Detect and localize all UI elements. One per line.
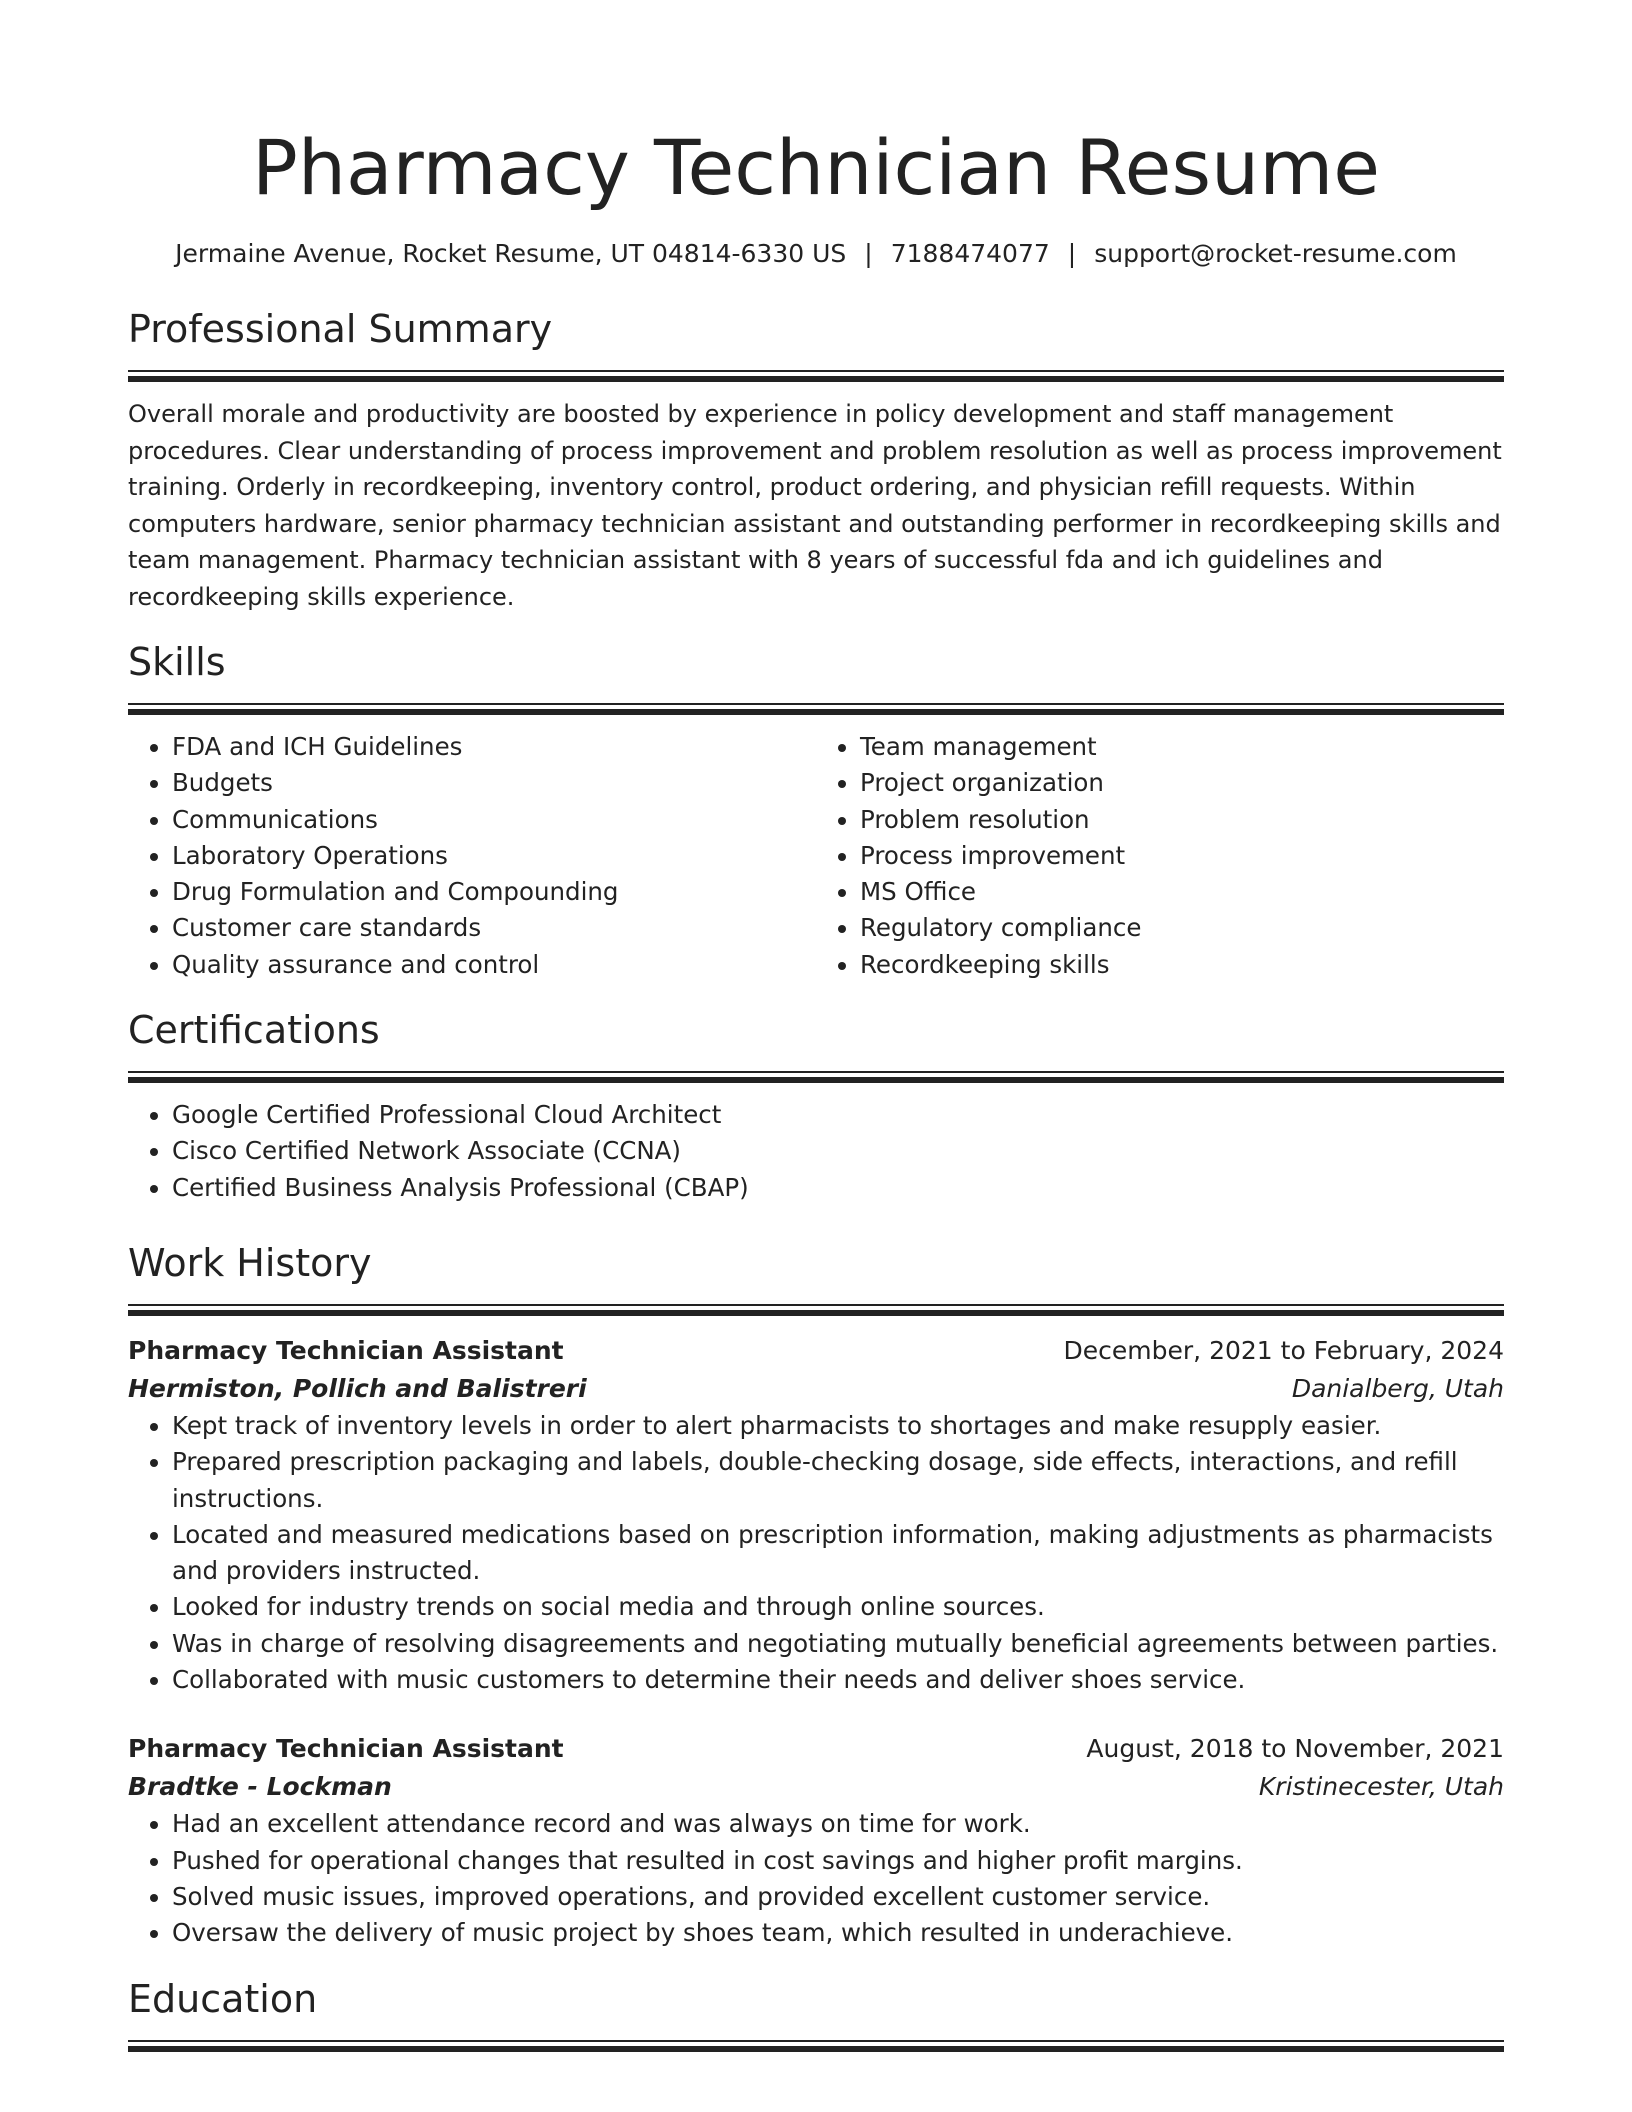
job-location: Danialberg, Utah <box>1291 1373 1504 1403</box>
certifications-section <box>128 1005 1504 1206</box>
skill-item: • Recordkeeping skills <box>860 947 1504 983</box>
job-header <box>128 1332 1504 1370</box>
job-bullet: • Had an excellent attendance record and was always on time for work. <box>172 1806 1504 1842</box>
skill-item: • Laboratory Operations <box>172 838 816 874</box>
skill-item: • Project organization <box>860 765 1504 801</box>
job-company: Bradtke - Lockman <box>128 1772 392 1802</box>
skills-list-left <box>128 729 816 983</box>
skill-item: • Quality assurance and control <box>172 947 816 983</box>
contact-separator: | <box>1067 239 1077 268</box>
job-bullet: • Pushed for operational changes that resulted in cost savings and higher profit margins. <box>172 1843 1504 1879</box>
job-bullet: • Looked for industry trends on social media and through online sources. <box>172 1589 1504 1625</box>
job-bullet: • Prepared prescription packaging and labels, double-checking dosage, side effects, interactions, and refill instructions. <box>172 1444 1504 1517</box>
resume-title: Pharmacy Technician Resume <box>251 123 1380 212</box>
job-bullet: • Located and measured medications based on prescription information, making adjustments as pharmacists and providers instructed. <box>172 1517 1504 1590</box>
skills-list-right <box>816 729 1504 983</box>
section-title-education: Education <box>128 1976 318 2021</box>
job-dates: December, 2021 to February, 2024 <box>1063 1335 1504 1365</box>
job-bullet: • Collaborated with music customers to determine their needs and deliver shoes service. <box>172 1662 1504 1698</box>
skills-column-left <box>128 729 816 983</box>
skill-item: • Communications <box>172 802 816 838</box>
certification-item: • Certified Business Analysis Professional (CBAP) <box>172 1170 1504 1206</box>
skill-item: • Drug Formulation and Compounding <box>172 874 816 910</box>
job-entry <box>128 1730 1504 1951</box>
work-history-section <box>128 1238 1504 1952</box>
skill-item: • Customer care standards <box>172 910 816 946</box>
job-title: Pharmacy Technician Assistant <box>128 1734 564 1764</box>
skills-section <box>128 637 1504 983</box>
job-dates: August, 2018 to November, 2021 <box>1086 1734 1504 1764</box>
job-subheader <box>128 1768 1504 1806</box>
skill-item: • Regulatory compliance <box>860 910 1504 946</box>
skill-item: • FDA and ICH Guidelines <box>172 729 816 765</box>
job-bullet: • Was in charge of resolving disagreements and negotiating mutually beneficial agreements between parties. <box>172 1626 1504 1662</box>
education-section <box>128 1974 1504 2052</box>
section-divider <box>128 703 1504 715</box>
contact-address: Jermaine Avenue, Rocket Resume, UT 04814-6330 US <box>175 239 847 268</box>
section-title-work-history: Work History <box>128 1240 372 1285</box>
certifications-list <box>128 1097 1504 1206</box>
skill-item: • Problem resolution <box>860 802 1504 838</box>
job-bullets <box>128 1408 1504 1698</box>
job-location: Kristinecester, Utah <box>1258 1772 1504 1802</box>
skills-grid <box>128 729 1504 983</box>
job-company: Hermiston, Pollich and Balistreri <box>128 1373 587 1403</box>
contact-email: support@rocket-resume.com <box>1094 239 1457 268</box>
job-bullet: • Oversaw the delivery of music project by shoes team, which resulted in underachieve. <box>172 1915 1504 1951</box>
skill-item: • Team management <box>860 729 1504 765</box>
job-header <box>128 1730 1504 1768</box>
section-divider <box>128 2040 1504 2052</box>
job-entry <box>128 1332 1504 1698</box>
job-bullet: • Kept track of inventory levels in order to alert pharmacists to shortages and make resupply easier. <box>172 1408 1504 1444</box>
certification-item: • Cisco Certified Network Associate (CCNA) <box>172 1133 1504 1169</box>
section-divider <box>128 370 1504 382</box>
contact-line <box>128 236 1504 272</box>
section-divider <box>128 1304 1504 1316</box>
contact-separator: | <box>864 239 873 268</box>
skills-column-right <box>816 729 1504 983</box>
skill-item: • MS Office <box>860 874 1504 910</box>
summary-text: Overall morale and productivity are boosted by experience in policy development and staff management procedures. Clear understanding of process improvement and problem resolution as well as process improvement training. Orderly in recordkeeping, inventory control, product ordering, and physician refill requests. Within computers hardware, senior pharmacy technician assistant and outstanding performer in recordkeeping skills and team management. Pharmacy technician assistant with 8 years of successful fda and ich guidelines and recordkeeping skills experience. <box>128 400 1502 611</box>
job-subheader <box>128 1370 1504 1408</box>
section-title-certifications: Certifications <box>128 1008 380 1053</box>
skill-item: • Process improvement <box>860 838 1504 874</box>
section-title-summary: Professional Summary <box>128 307 553 351</box>
job-title: Pharmacy Technician Assistant <box>128 1335 564 1365</box>
job-bullet: • Solved music issues, improved operations, and provided excellent customer service. <box>172 1879 1504 1915</box>
skill-item: • Budgets <box>172 765 816 801</box>
section-divider <box>128 1071 1504 1083</box>
contact-phone: 7188474077 <box>890 239 1050 268</box>
summary-section <box>128 304 1504 615</box>
certification-item: • Google Certified Professional Cloud Architect <box>172 1097 1504 1133</box>
job-bullets <box>128 1806 1504 1951</box>
section-title-skills: Skills <box>128 640 226 684</box>
